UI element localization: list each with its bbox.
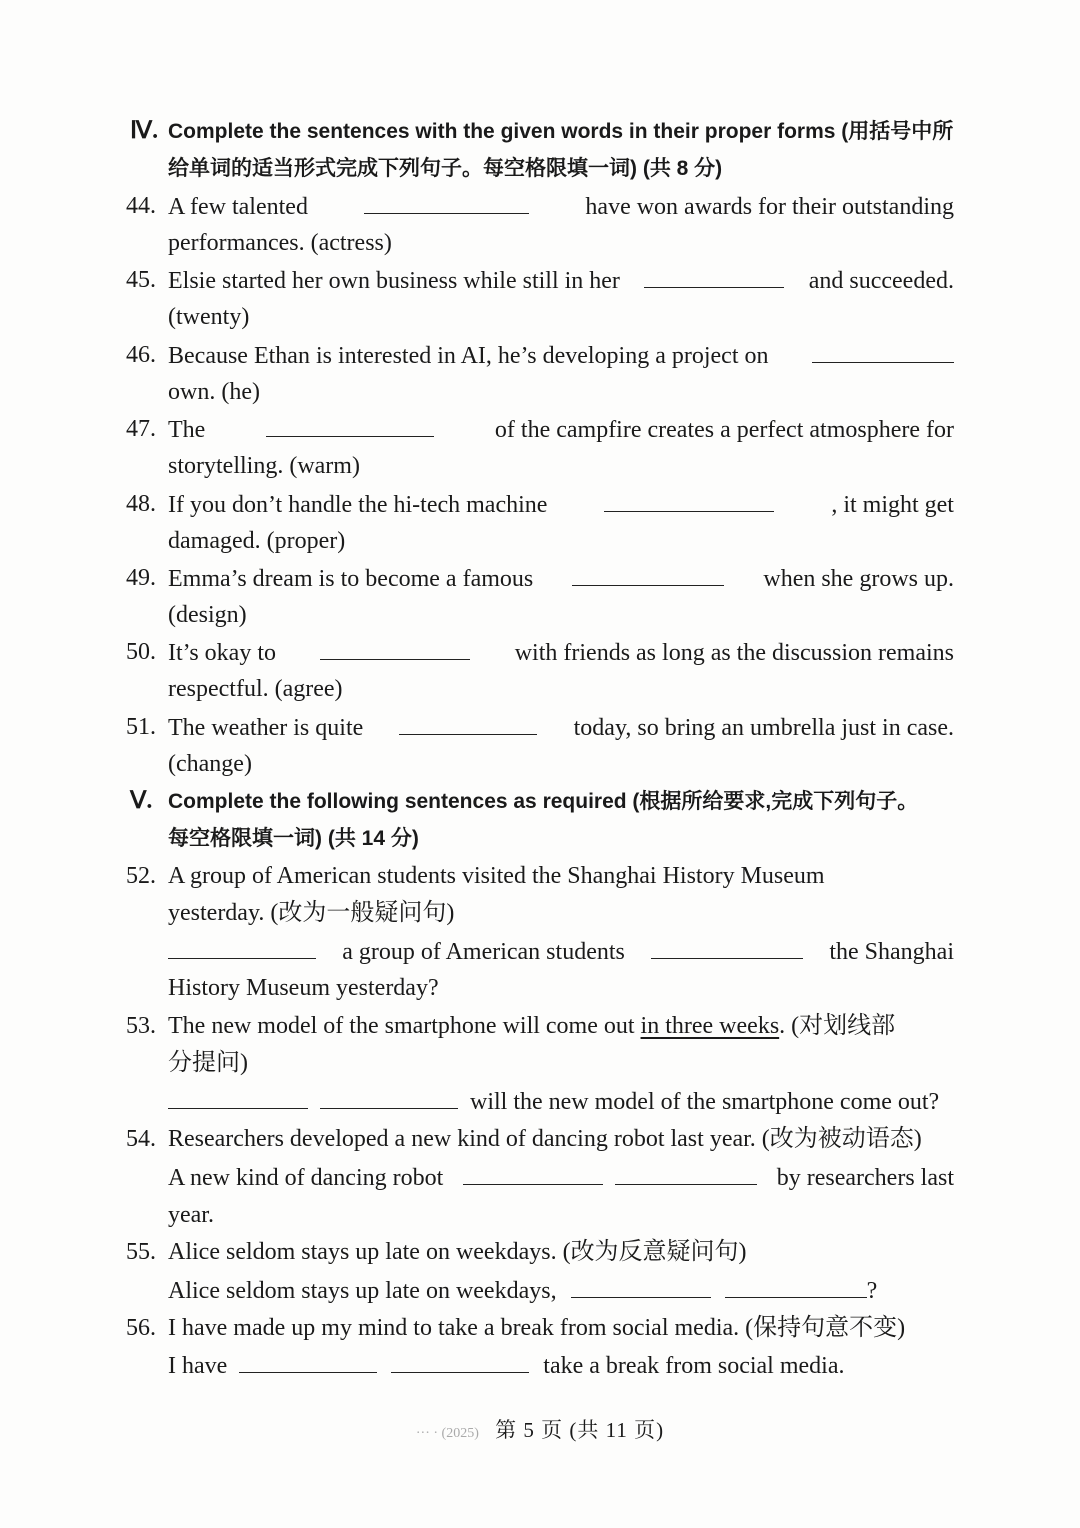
question-text: , it might get [831, 492, 954, 518]
question-text: I have made up my mind to take a break from social media. (保持句意不变) [168, 1315, 906, 1341]
answer-blank[interactable] [571, 1275, 711, 1298]
answer-blank[interactable] [615, 1162, 757, 1185]
question-text: Elsie started her own business while still in her [168, 268, 620, 294]
question-51-cont [168, 749, 954, 779]
question-number: 56. [126, 1315, 156, 1341]
section-4-header-cont [168, 153, 954, 184]
question-text: have won awards for their outstanding [585, 194, 954, 220]
question-text: by researchers last [776, 1165, 954, 1191]
question-45 [126, 265, 954, 296]
question-text: (design) [168, 602, 247, 628]
question-text: damaged. (proper) [168, 528, 346, 554]
question-text: today, so bring an umbrella just in case. [573, 715, 954, 741]
answer-blank[interactable] [725, 1275, 867, 1298]
question-text: I have [168, 1353, 228, 1379]
question-number: 46. [126, 342, 156, 368]
question-48 [126, 489, 954, 520]
question-text: A new kind of dancing robot [168, 1165, 444, 1191]
question-51 [126, 712, 954, 743]
question-text: . (对划线部 [779, 1013, 896, 1039]
question-number: 47. [126, 416, 156, 442]
question-number: 54. [126, 1126, 156, 1152]
question-number: 45. [126, 267, 156, 293]
question-number: 53. [126, 1013, 156, 1039]
question-54-answer [168, 1162, 954, 1193]
question-number: 50. [126, 639, 156, 665]
underlined-phrase: in three weeks [640, 1013, 780, 1039]
section-5-header [130, 786, 954, 817]
question-text: ? [866, 1278, 878, 1304]
question-49-cont [168, 600, 954, 630]
question-47 [126, 414, 954, 445]
section-4-instruction-line1: Complete the sentences with the given words in their proper forms (用括号中所 [168, 120, 954, 143]
question-48-cont [168, 526, 954, 556]
question-text: Alice seldom stays up late on weekdays. (改为反意疑问句) [168, 1239, 747, 1265]
question-text: storytelling. (warm) [168, 453, 360, 479]
question-text: If you don’t handle the hi-tech machine [168, 492, 548, 518]
question-56-answer [168, 1350, 954, 1381]
question-55 [126, 1237, 954, 1267]
answer-blank[interactable] [812, 340, 954, 363]
section-4-number: Ⅳ. [130, 118, 159, 144]
question-52-cont [168, 898, 954, 928]
answer-blank[interactable] [364, 191, 529, 214]
question-55-answer [168, 1275, 954, 1306]
question-46 [126, 340, 954, 371]
answer-blank[interactable] [320, 637, 470, 660]
page-footer [0, 1414, 1080, 1444]
question-text: Alice seldom stays up late on weekdays, [168, 1278, 557, 1304]
answer-blank[interactable] [644, 265, 784, 288]
question-52-answer-cont [168, 973, 954, 1003]
answer-blank[interactable] [463, 1162, 603, 1185]
footer-faint-text: ··· · (2025) [415, 1426, 479, 1441]
question-text: 分提问) [168, 1050, 248, 1076]
question-52 [126, 861, 954, 891]
answer-blank[interactable] [168, 1086, 308, 1109]
question-text: It’s okay to [168, 640, 276, 666]
question-text: performances. (actress) [168, 230, 392, 256]
question-53-cont [168, 1048, 954, 1078]
question-number: 44. [126, 193, 156, 219]
page-number: 第 5 页 (共 11 页) [495, 1418, 665, 1442]
question-text: the Shanghai [829, 939, 954, 965]
question-text: a group of American students [342, 939, 625, 965]
question-44-cont [168, 228, 954, 258]
section-4-header [130, 116, 954, 147]
question-text: (twenty) [168, 304, 250, 330]
question-text: own. (he) [168, 379, 260, 405]
question-54-answer-cont [168, 1200, 954, 1230]
question-text: will the new model of the smartphone come out? [470, 1089, 940, 1115]
answer-blank[interactable] [168, 936, 316, 959]
question-number: 55. [126, 1239, 156, 1265]
question-56 [126, 1313, 954, 1343]
answer-blank[interactable] [239, 1350, 377, 1373]
question-text: Emma’s dream is to become a famous [168, 566, 534, 592]
answer-blank[interactable] [399, 712, 537, 735]
question-text: of the campfire creates a perfect atmosphere for [494, 417, 954, 443]
question-text: The weather is quite [168, 715, 364, 741]
question-54 [126, 1124, 954, 1154]
section-5-header-cont [168, 823, 954, 854]
question-49 [126, 563, 954, 594]
question-45-cont [168, 302, 954, 332]
question-52-answer [168, 936, 954, 967]
question-53-answer [168, 1086, 954, 1117]
section-5-instruction-line2: 每空格限填一词) (共 14 分) [168, 827, 419, 850]
question-text: and succeeded. [808, 268, 954, 294]
question-50-cont [168, 674, 954, 704]
question-text: yesterday. (改为一般疑问句) [168, 900, 455, 926]
question-text: year. [168, 1202, 214, 1228]
answer-blank[interactable] [391, 1350, 529, 1373]
answer-blank[interactable] [651, 936, 803, 959]
section-5-number: Ⅴ. [130, 788, 153, 814]
question-53 [126, 1011, 954, 1041]
question-number: 48. [126, 491, 156, 517]
section-5-instruction-line1: Complete the following sentences as required (根据所给要求,完成下列句子。 [168, 790, 919, 813]
question-text: when she grows up. [763, 566, 954, 592]
question-number: 52. [126, 863, 156, 889]
section-4-instruction-line2: 给单词的适当形式完成下列句子。每空格限填一词) (共 8 分) [168, 157, 723, 180]
question-number: 49. [126, 565, 156, 591]
answer-blank[interactable] [320, 1086, 458, 1109]
question-50 [126, 637, 954, 668]
question-number: 51. [126, 714, 156, 740]
question-47-cont [168, 451, 954, 481]
answer-blank[interactable] [572, 563, 724, 586]
question-text: A few talented [168, 194, 308, 220]
question-text: respectful. (agree) [168, 676, 343, 702]
question-text: The new model of the smartphone will come out [168, 1013, 635, 1039]
question-44 [126, 191, 954, 222]
question-text: History Museum yesterday? [168, 975, 439, 1001]
question-text: with friends as long as the discussion remains [514, 640, 954, 666]
question-text: Because Ethan is interested in AI, he’s developing a project on [168, 343, 769, 369]
question-text: A group of American students visited the Shanghai History Museum [168, 863, 825, 889]
question-46-cont [168, 377, 954, 407]
question-text: Researchers developed a new kind of dancing robot last year. (改为被动语态) [168, 1126, 922, 1152]
answer-blank[interactable] [604, 489, 774, 512]
question-text: take a break from social media. [543, 1353, 845, 1379]
question-text: The [168, 417, 206, 443]
question-text: (change) [168, 751, 252, 777]
answer-blank[interactable] [266, 414, 434, 437]
